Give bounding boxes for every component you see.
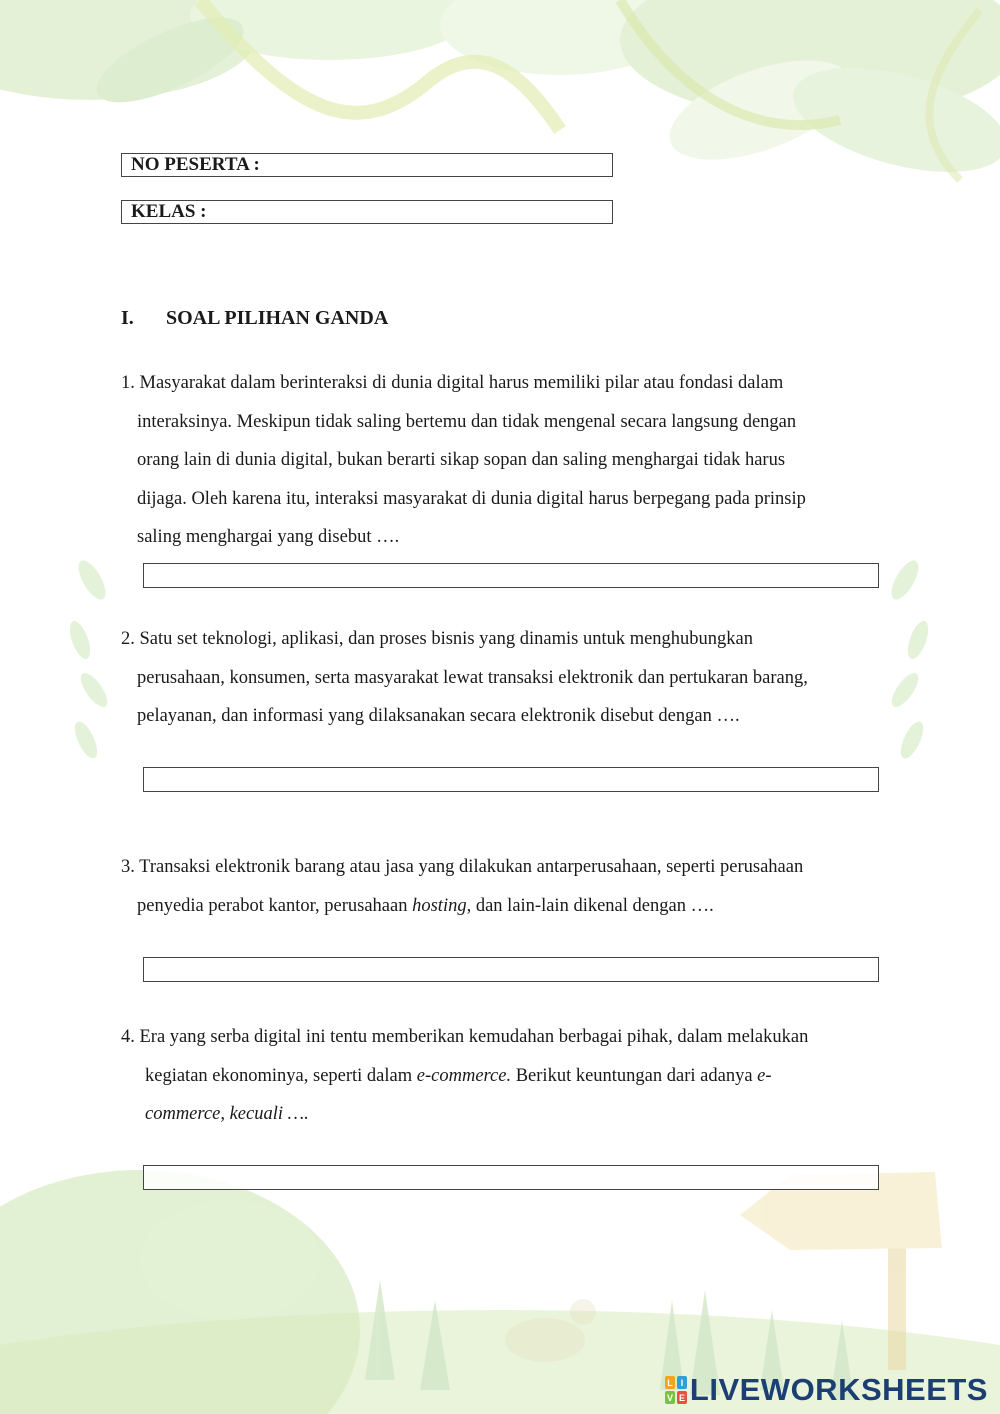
question-1-line-3: orang lain di dunia digital, bukan berarti sikap sopan dan saling menghargai tidak harus	[137, 450, 786, 470]
question-1-line-2: interaksinya. Meskipun tidak saling bertemu dan tidak mengenal secara langsung dengan	[137, 411, 797, 432]
liveworksheets-logo	[665, 1372, 988, 1408]
section-number: I.	[121, 307, 134, 329]
answer-input-4[interactable]	[143, 1165, 879, 1190]
section-title: SOAL PILIHAN GANDA	[166, 307, 389, 329]
question-2-line-3: pelayanan, dan informasi yang dilaksanakan secara elektronik disebut dengan ….	[137, 706, 740, 726]
question-1-line-1: 1. Masyarakat dalam berinteraksi di dunia digital harus memiliki pilar atau fondasi dalam	[121, 373, 784, 393]
ecommerce-term: e-commerce.	[416, 1065, 512, 1086]
hosting-term: hosting	[412, 895, 467, 916]
no-peserta-field[interactable]	[121, 153, 613, 177]
svg-text:L: L	[667, 1378, 673, 1388]
kelas-label: KELAS :	[131, 201, 207, 222]
svg-text:V: V	[666, 1393, 673, 1403]
kelas-field[interactable]	[121, 200, 613, 224]
question-2-line-2: perusahaan, konsumen, serta masyarakat lewat transaksi elektronik dan pertukaran barang,	[137, 667, 808, 688]
question-1-line-4: dijaga. Oleh karena itu, interaksi masyarakat di dunia digital harus berpegang pada prinsip	[137, 488, 806, 509]
question-4	[121, 1018, 808, 1134]
section-heading	[121, 307, 389, 330]
liveworksheets-logo-icon	[665, 1376, 687, 1404]
answer-input-3[interactable]	[143, 957, 879, 982]
svg-text:I: I	[680, 1378, 684, 1388]
question-3-line-1: 3. Transaksi elektronik barang atau jasa yang dilakukan antarperusahaan, seperti perusahaan	[121, 857, 804, 877]
liveworksheets-logo-text: LIVEWORKSHEETS	[689, 1372, 988, 1407]
svg-text:E: E	[678, 1393, 685, 1403]
question-4-line-2: kegiatan ekonominya, seperti dalam e-commerce. Berikut keuntungan dari adanya e-	[145, 1065, 772, 1086]
question-1	[121, 364, 806, 557]
answer-input-1[interactable]	[143, 563, 879, 588]
no-peserta-label: NO PESERTA :	[131, 154, 260, 175]
question-2-line-1: 2. Satu set teknologi, aplikasi, dan proses bisnis yang dinamis untuk menghubungkan	[121, 629, 754, 649]
question-3-line-2: penyedia perabot kantor, perusahaan hosting, dan lain-lain dikenal dengan ….	[137, 895, 714, 916]
question-2	[121, 620, 808, 736]
question-1-line-5: saling menghargai yang disebut ….	[137, 527, 400, 547]
question-4-line-1: 4. Era yang serba digital ini tentu memberikan kemudahan berbagai pihak, dalam melakukan	[121, 1027, 809, 1047]
answer-input-2[interactable]	[143, 767, 879, 792]
question-3	[121, 848, 803, 925]
question-4-line-3: commerce, kecuali ….	[145, 1104, 309, 1124]
